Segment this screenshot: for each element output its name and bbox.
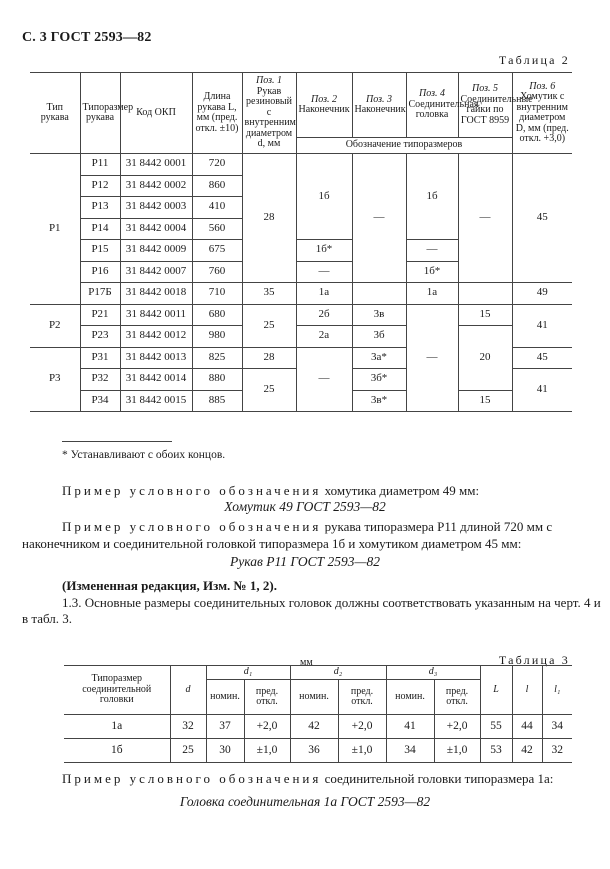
- t3-row-d2-tol: ±1,0: [338, 739, 386, 763]
- t3-row-l: 42: [512, 739, 542, 763]
- t3-row-d: 25: [170, 739, 206, 763]
- row-length: 860: [192, 175, 242, 197]
- cell-pos4: 1б*: [406, 261, 458, 283]
- t3-header-nom: номин.: [386, 680, 434, 715]
- cell-pos4: 1б: [406, 154, 458, 240]
- t3-header-tol: пред. откл.: [244, 680, 290, 715]
- pos1-num: Поз. 1: [256, 75, 282, 87]
- pos4-num: Поз. 4: [419, 88, 445, 100]
- table3-label: Таблица 3: [498, 653, 570, 667]
- t3-header-nom: номин.: [206, 680, 244, 715]
- cell-pos5: 15: [458, 304, 512, 326]
- cell-pos6: 45: [512, 154, 572, 283]
- row-okp: 31 8442 0001: [120, 154, 192, 176]
- t3-row-d2: 36: [290, 739, 338, 763]
- cell-pos6: 45: [512, 347, 572, 369]
- cell-pos4: —: [406, 240, 458, 262]
- header-length: Длина рукава L, мм (пред. откл. ±10): [192, 73, 242, 154]
- row-size: Р17Б: [80, 283, 120, 305]
- row-length: 885: [192, 390, 242, 412]
- cell-pos2: —: [296, 261, 352, 283]
- row-okp: 31 8442 0002: [120, 175, 192, 197]
- row-length: 675: [192, 240, 242, 262]
- t3-row-d: 32: [170, 715, 206, 739]
- cell-pos3: 3б: [352, 326, 406, 348]
- row-length: 710: [192, 283, 242, 305]
- revision-note: (Измененная редакция, Изм. № 1, 2).: [62, 578, 277, 593]
- clause-line1: 1.3. Основные размеры соединительных головок должны соответствовать указанным на черт. 4 и: [62, 595, 601, 610]
- page-header: С. 3 ГОСТ 2593—82: [22, 30, 152, 45]
- example2-designation: Рукав Р11 ГОСТ 2593—82: [230, 554, 380, 569]
- row-length: 720: [192, 154, 242, 176]
- cell-pos3: 3в*: [352, 390, 406, 412]
- example1-text: [62, 482, 479, 499]
- example3-designation: Головка соединительная 1а ГОСТ 2593—82: [179, 794, 431, 809]
- row-size: Р13: [80, 197, 120, 219]
- example2-text: [62, 518, 552, 535]
- row-size: Р32: [80, 369, 120, 391]
- cell-pos5: —: [458, 154, 512, 283]
- cell-pos4: —: [406, 304, 458, 412]
- footnote: * Устанавливают с обоих концов.: [62, 449, 226, 461]
- t3-row-d2: 42: [290, 715, 338, 739]
- cell-pos2: —: [296, 347, 352, 412]
- pos2-text: Наконечник: [298, 104, 350, 116]
- cell-pos2: 2б: [296, 304, 352, 326]
- example3-rest: соединительной головки типоразмера 1а:: [321, 771, 554, 786]
- row-size: Р14: [80, 218, 120, 240]
- t3-header-l1: l₁: [542, 666, 572, 715]
- pos5-num: Поз. 5: [472, 83, 498, 95]
- example2-lead: Пример условного обозначения: [62, 519, 322, 534]
- t3-header-nom: номин.: [290, 680, 338, 715]
- cell-pos5: 20: [458, 326, 512, 391]
- pos5-text: Соединительные гайки по ГОСТ 8959: [460, 93, 533, 126]
- cell-pos5-empty: [458, 283, 512, 305]
- pos2-num: Поз. 2: [311, 93, 337, 105]
- cell-pos2: 1б*: [296, 240, 352, 262]
- t3-row-L: 53: [480, 739, 512, 763]
- row-length: 680: [192, 304, 242, 326]
- cell-pos6: 41: [512, 304, 572, 347]
- t3-header-L: L: [480, 666, 512, 715]
- t3-header-l: l: [512, 666, 542, 715]
- row-length: 560: [192, 218, 242, 240]
- row-size: Р23: [80, 326, 120, 348]
- example3-text: [62, 770, 553, 787]
- pos4-text: Соединительная головка: [408, 98, 479, 121]
- row-okp: 31 8442 0004: [120, 218, 192, 240]
- header-pos6: [512, 73, 572, 154]
- cell-pos2: 2а: [296, 326, 352, 348]
- t3-row-size: 1б: [64, 739, 170, 763]
- t3-row-d3-tol: ±1,0: [434, 739, 480, 763]
- cell-pos3: 3а*: [352, 347, 406, 369]
- header-pos3: [352, 73, 406, 138]
- table-3: [64, 665, 572, 763]
- t3-row-l1: 32: [542, 739, 572, 763]
- type-p1: Р1: [30, 154, 80, 305]
- cell-pos6: 49: [512, 283, 572, 305]
- example2-text-line2: наконечником и соединительной головкой типоразмера 1б и хомутиком диаметром 45 мм:: [22, 536, 522, 551]
- cell-pos4: 1а: [406, 283, 458, 305]
- t3-header-d2: d₂: [290, 666, 386, 680]
- row-length: 880: [192, 369, 242, 391]
- t3-row-l: 44: [512, 715, 542, 739]
- row-okp: 31 8442 0007: [120, 261, 192, 283]
- row-okp: 31 8442 0009: [120, 240, 192, 262]
- t3-header-tol: пред. откл.: [434, 680, 480, 715]
- header-pos1: [242, 73, 296, 154]
- clause-line2: в табл. 3.: [22, 611, 73, 626]
- type-p2: Р2: [30, 304, 80, 347]
- cell-pos3-empty: [352, 283, 406, 305]
- t3-header-d: d: [170, 666, 206, 715]
- header-size: Типоразмер рукава: [80, 73, 120, 154]
- cell-pos3: 3б*: [352, 369, 406, 391]
- t3-header-tol: пред. откл.: [338, 680, 386, 715]
- t3-row-d3: 41: [386, 715, 434, 739]
- cell-pos6: 41: [512, 369, 572, 412]
- cell-pos2: 1б: [296, 154, 352, 240]
- row-length: 980: [192, 326, 242, 348]
- cell-d: 28: [242, 347, 296, 369]
- t3-row-d3: 34: [386, 739, 434, 763]
- row-size: Р11: [80, 154, 120, 176]
- row-okp: 31 8442 0015: [120, 390, 192, 412]
- row-okp: 31 8442 0003: [120, 197, 192, 219]
- row-okp: 31 8442 0013: [120, 347, 192, 369]
- row-length: 825: [192, 347, 242, 369]
- table2-label: Таблица 2: [498, 53, 570, 67]
- row-size: Р31: [80, 347, 120, 369]
- row-size: Р15: [80, 240, 120, 262]
- t3-header-d3: d₃: [386, 666, 480, 680]
- cell-d: 25: [242, 304, 296, 347]
- row-length: 760: [192, 261, 242, 283]
- row-size: Р12: [80, 175, 120, 197]
- t3-row-d1-tol: ±1,0: [244, 739, 290, 763]
- cell-d: 25: [242, 369, 296, 412]
- header-okp: Код ОКП: [120, 73, 192, 154]
- header-pos5: [458, 73, 533, 138]
- t3-header-d1: d₁: [206, 666, 290, 680]
- example3-lead: Пример условного обозначения: [62, 771, 322, 786]
- t3-row-d1: 30: [206, 739, 244, 763]
- cell-pos3: —: [352, 154, 406, 283]
- t3-row-L: 55: [480, 715, 512, 739]
- row-size: Р34: [80, 390, 120, 412]
- pos1-text: Рукав резиновый с внутренним диаметром d, мм: [244, 85, 296, 150]
- t3-row-size: 1а: [64, 715, 170, 739]
- row-length: 410: [192, 197, 242, 219]
- row-okp: 31 8442 0011: [120, 304, 192, 326]
- example1-rest: хомутика диаметром 49 мм:: [321, 483, 480, 498]
- header-pos4: [406, 73, 479, 138]
- cell-d: 28: [242, 154, 296, 283]
- example2-rest: рукава типоразмера Р11 длиной 720 мм с: [321, 519, 553, 534]
- header-designation: Обозначение типоразмеров: [296, 138, 512, 154]
- cell-pos2: 1а: [296, 283, 352, 305]
- table-2: [30, 72, 572, 412]
- t3-header-size: Типоразмер соединительной головки: [64, 666, 170, 715]
- row-okp: 31 8442 0012: [120, 326, 192, 348]
- header-type: Тип рукава: [30, 73, 80, 154]
- table3-unit: мм: [300, 657, 313, 668]
- footnote-divider: [62, 441, 172, 442]
- header-pos2: [296, 73, 352, 138]
- t3-row-d1: 37: [206, 715, 244, 739]
- example1-lead: Пример условного обозначения: [62, 483, 322, 498]
- type-p3: Р3: [30, 347, 80, 412]
- pos3-text: Наконечник: [354, 104, 406, 116]
- row-size: Р16: [80, 261, 120, 283]
- t3-row-d1-tol: +2,0: [244, 715, 290, 739]
- cell-pos5: 15: [458, 390, 512, 412]
- t3-row-d2-tol: +2,0: [338, 715, 386, 739]
- example1-designation: Хомутик 49 ГОСТ 2593—82: [224, 499, 386, 514]
- pos6-num: Поз. 6: [529, 80, 556, 92]
- cell-d: 35: [242, 283, 296, 305]
- t3-row-d3-tol: +2,0: [434, 715, 480, 739]
- cell-pos3: 3в: [352, 304, 406, 326]
- row-okp: 31 8442 0014: [120, 369, 192, 391]
- t3-row-l1: 34: [542, 715, 572, 739]
- pos6-text: Хомутик с внутренним диаметром D, мм (пред. откл. +3,0): [515, 91, 569, 144]
- row-okp: 31 8442 0018: [120, 283, 192, 305]
- row-size: Р21: [80, 304, 120, 326]
- pos3-num: Поз. 3: [366, 93, 392, 105]
